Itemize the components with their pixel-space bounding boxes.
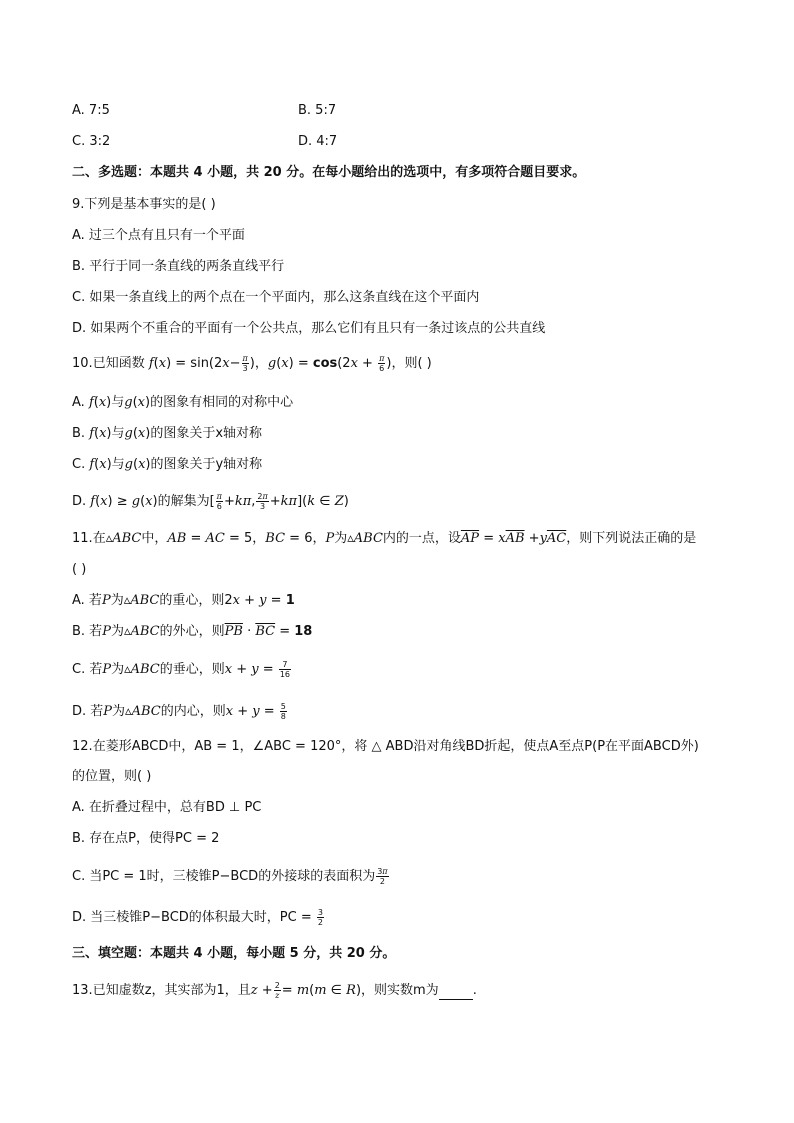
q12-option-d: D. 当三棱锥P−BCD的体积最大时，PC = $\frac{3}{2}$ [72, 908, 323, 927]
q8-options-row-2 [72, 133, 338, 151]
q11-option-b: B. 若P为▵ABC的外心，则$\overline{PB} \cdot \overline{BC} = 18$ [72, 624, 313, 639]
q10-option-d: D. f(x) ≥ g(x)的解集为[ $\frac{\pi}{6}$ +kπ, $\frac{2\pi}{3}$ +kπ](k ∈ Z) [72, 492, 349, 511]
q12-option-a: A. 在折叠过程中，总有BD ⊥ PC [72, 800, 262, 815]
q12-option-b: B. 存在点P，使得PC = 2 [72, 831, 220, 846]
q11-paren: ( ) [72, 562, 87, 577]
section-3-heading: 三、填空题：本题共 4 小题，每小题 5 分，共 20 分。 [72, 946, 396, 961]
q11-option-c: C. 若P为▵ABC的垂心，则x + y = $\frac{7}{16}$ [72, 660, 291, 679]
q8-option-d: D. 4:7 [298, 134, 338, 149]
q12-option-c: C. 当PC = 1时，三棱锥P−BCD的外接球的表面积为 $\frac{3\pi}{2}$ [72, 867, 388, 886]
q11-option-d: D. 若P为▵ABC的内心，则x + y = $\frac{5}{8}$ [72, 702, 286, 721]
q9-option-b: B. 平行于同一条直线的两条直线平行 [72, 259, 285, 274]
q8-option-c: C. 3:2 [72, 134, 111, 149]
q11-option-a: A. 若P为▵ABC的重心，则2x + y = 1 [72, 593, 295, 608]
q10-option-c: C. f(x)与g(x)的图象关于y轴对称 [72, 457, 263, 472]
q8-options-row-1 [72, 102, 337, 120]
q9-option-c: C. 如果一条直线上的两个点在一个平面内，那么这条直线在这个平面内 [72, 290, 480, 305]
q10-option-a: A. f(x)与g(x)的图象有相同的对称中心 [72, 395, 294, 410]
q13-answer-blank[interactable] [439, 987, 473, 1000]
q12-stem-line-1: 12.在菱形ABCD中，AB = 1，∠ABC = 120°，将 △ ABD沿对角线BD折起，使点A至点P(P在平面ABCD外) [72, 739, 699, 754]
q13-stem: 13.已知虚数z，其实部为1，且z + $\frac{2}{z}$ = m(m ∈ R)，则实数m为 . [72, 981, 477, 1000]
q12-stem-line-2: 的位置，则( ) [72, 769, 152, 784]
q11-stem: 11.在▵ABC中，AB = AC = 5，BC = 6，P为▵ABC内的一点，设$\overline{AP} = x\overline{AB} +y\overline{AC}$，则下列说法正确的是 [72, 531, 697, 546]
q8-option-a: A. 7:5 [72, 103, 110, 118]
q9-option-a: A. 过三个点有且只有一个平面 [72, 228, 245, 243]
q9-stem: 9.下列是基本事实的是( ) [72, 197, 216, 212]
q8-option-b: B. 5:7 [298, 103, 337, 118]
q9-option-d: D. 如果两个不重合的平面有一个公共点，那么它们有且只有一条过该点的公共直线 [72, 321, 546, 336]
section-2-heading: 二、多选题：本题共 4 小题，共 20 分。在每小题给出的选项中，有多项符合题目要求。 [72, 165, 586, 180]
q10-stem: 10.已知函数 f(x) = sin(2x− $\frac{\pi}{3}$ )，g(x) = cos(2x + $\frac{\pi}{6}$ )，则( ) [72, 354, 432, 373]
q10-option-b: B. f(x)与g(x)的图象关于x轴对称 [72, 426, 263, 441]
